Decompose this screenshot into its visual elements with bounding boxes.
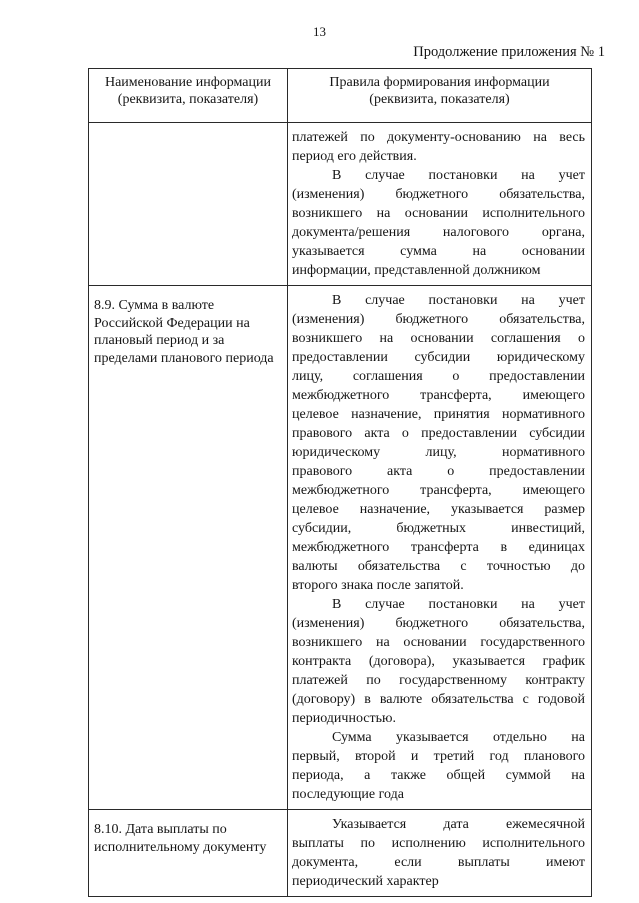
rule-text-line: (изменения) бюджетного обязательства, xyxy=(292,616,585,631)
information-name-line: пределами планового периода xyxy=(94,350,274,366)
page-number: 13 xyxy=(313,24,326,39)
rule-text-line: межбюджетного трансферта, имеющего xyxy=(292,388,585,403)
formation-rule-cell xyxy=(288,286,592,810)
table-header-row xyxy=(89,69,592,123)
rule-text-line: возникшего на основании соглашения о xyxy=(292,331,585,346)
rule-text-line: возникшего на основании исполнительного xyxy=(292,206,585,221)
formation-rule-cell xyxy=(288,810,592,897)
information-name-line: плановый период и за xyxy=(94,333,225,348)
table-row xyxy=(89,810,592,897)
rule-text-line: периода, а также общей суммой на xyxy=(292,768,585,783)
header-line: (реквизита, показателя) xyxy=(369,92,510,107)
rule-text-line: правового акта о предоставлении xyxy=(292,464,585,479)
rule-text-line: второго знака после запятой. xyxy=(292,578,464,593)
rule-text-line: целевое назначение, указывается размер xyxy=(292,502,585,517)
rule-text-line: межбюджетного трансферта в единицах xyxy=(292,540,585,555)
information-name-cell xyxy=(89,810,288,897)
information-table xyxy=(88,68,592,897)
header-line: (реквизита, показателя) xyxy=(117,92,259,107)
header-name-column xyxy=(89,69,288,123)
rule-text-line: межбюджетного трансферта, имеющего xyxy=(292,483,585,498)
rule-text-line: возникшего на основании государственного xyxy=(292,635,585,650)
rule-text-line: периодичностью. xyxy=(292,711,396,726)
header-line: Наименование информации xyxy=(104,75,272,90)
rule-text-line: информации, представленной должником xyxy=(292,263,541,278)
rule-text-line: Указывается дата ежемесячной xyxy=(332,817,585,832)
rule-text-line: платежей по документу-основанию на весь xyxy=(292,130,585,145)
rule-text-line: лицу, соглашения о предоставлении xyxy=(292,369,585,384)
rule-text-line: Сумма указывается отдельно на xyxy=(332,730,585,745)
rule-paragraph xyxy=(292,166,585,280)
rule-text-line: юридическому лицу, нормативного xyxy=(292,445,585,460)
rule-text-line: В случае постановки на учет xyxy=(332,597,585,612)
rule-text-line: предоставлении субсидии юридическому xyxy=(292,350,585,365)
table-row xyxy=(89,286,592,810)
rule-paragraph xyxy=(292,128,585,166)
rule-paragraph xyxy=(292,595,585,728)
rule-paragraph xyxy=(292,815,585,891)
information-name-line: исполнительному документу xyxy=(94,839,267,855)
rule-text-line: (договору) в валюте обязательства с годовой xyxy=(292,692,585,707)
information-name-cell xyxy=(89,286,288,810)
rule-text-line: субсидии, бюджетных инвестиций, xyxy=(292,521,585,536)
rule-text-line: валюты обязательства с точностью до xyxy=(292,559,585,574)
rule-text-line: контракта (договора), указывается график xyxy=(292,654,585,669)
header-line: Правила формирования информации xyxy=(329,75,550,90)
rule-paragraph xyxy=(292,291,585,595)
rule-text-line: указывается сумма на основании xyxy=(292,244,585,259)
information-name-cell xyxy=(89,123,288,286)
rule-text-line: последующие года xyxy=(292,787,404,802)
rule-text-line: платежей по государственному контракту xyxy=(292,673,585,688)
rule-paragraph xyxy=(292,728,585,804)
continuation-heading: Продолжение приложения № 1 xyxy=(413,44,605,60)
rule-text-line: (изменения) бюджетного обязательства, xyxy=(292,187,585,202)
rule-text-line: периодический характер xyxy=(292,874,439,889)
rule-text-line: правового акта о предоставлении субсидии xyxy=(292,426,585,441)
rule-text-line: документа/решения налогового органа, xyxy=(292,225,585,240)
header-rules-column xyxy=(288,69,592,123)
rule-text-line: первый, второй и третий год планового xyxy=(292,749,585,764)
rule-text-line: (изменения) бюджетного обязательства, xyxy=(292,312,585,327)
rule-text-line: выплаты по исполнению исполнительного xyxy=(292,836,585,851)
information-name-line: Российской Федерации на xyxy=(94,315,250,331)
rule-text-line: В случае постановки на учет xyxy=(332,168,585,183)
information-name-line: 8.10. Дата выплаты по xyxy=(94,822,227,837)
information-name-line: 8.9. Сумма в валюте xyxy=(94,298,215,313)
rule-text-line: документа, если выплаты имеют xyxy=(292,855,585,870)
rule-text-line: период его действия. xyxy=(292,149,417,164)
table-row xyxy=(89,123,592,286)
rule-text-line: целевое назначение, принятия нормативного xyxy=(292,407,585,422)
rule-text-line: В случае постановки на учет xyxy=(332,293,585,308)
formation-rule-cell xyxy=(288,123,592,286)
